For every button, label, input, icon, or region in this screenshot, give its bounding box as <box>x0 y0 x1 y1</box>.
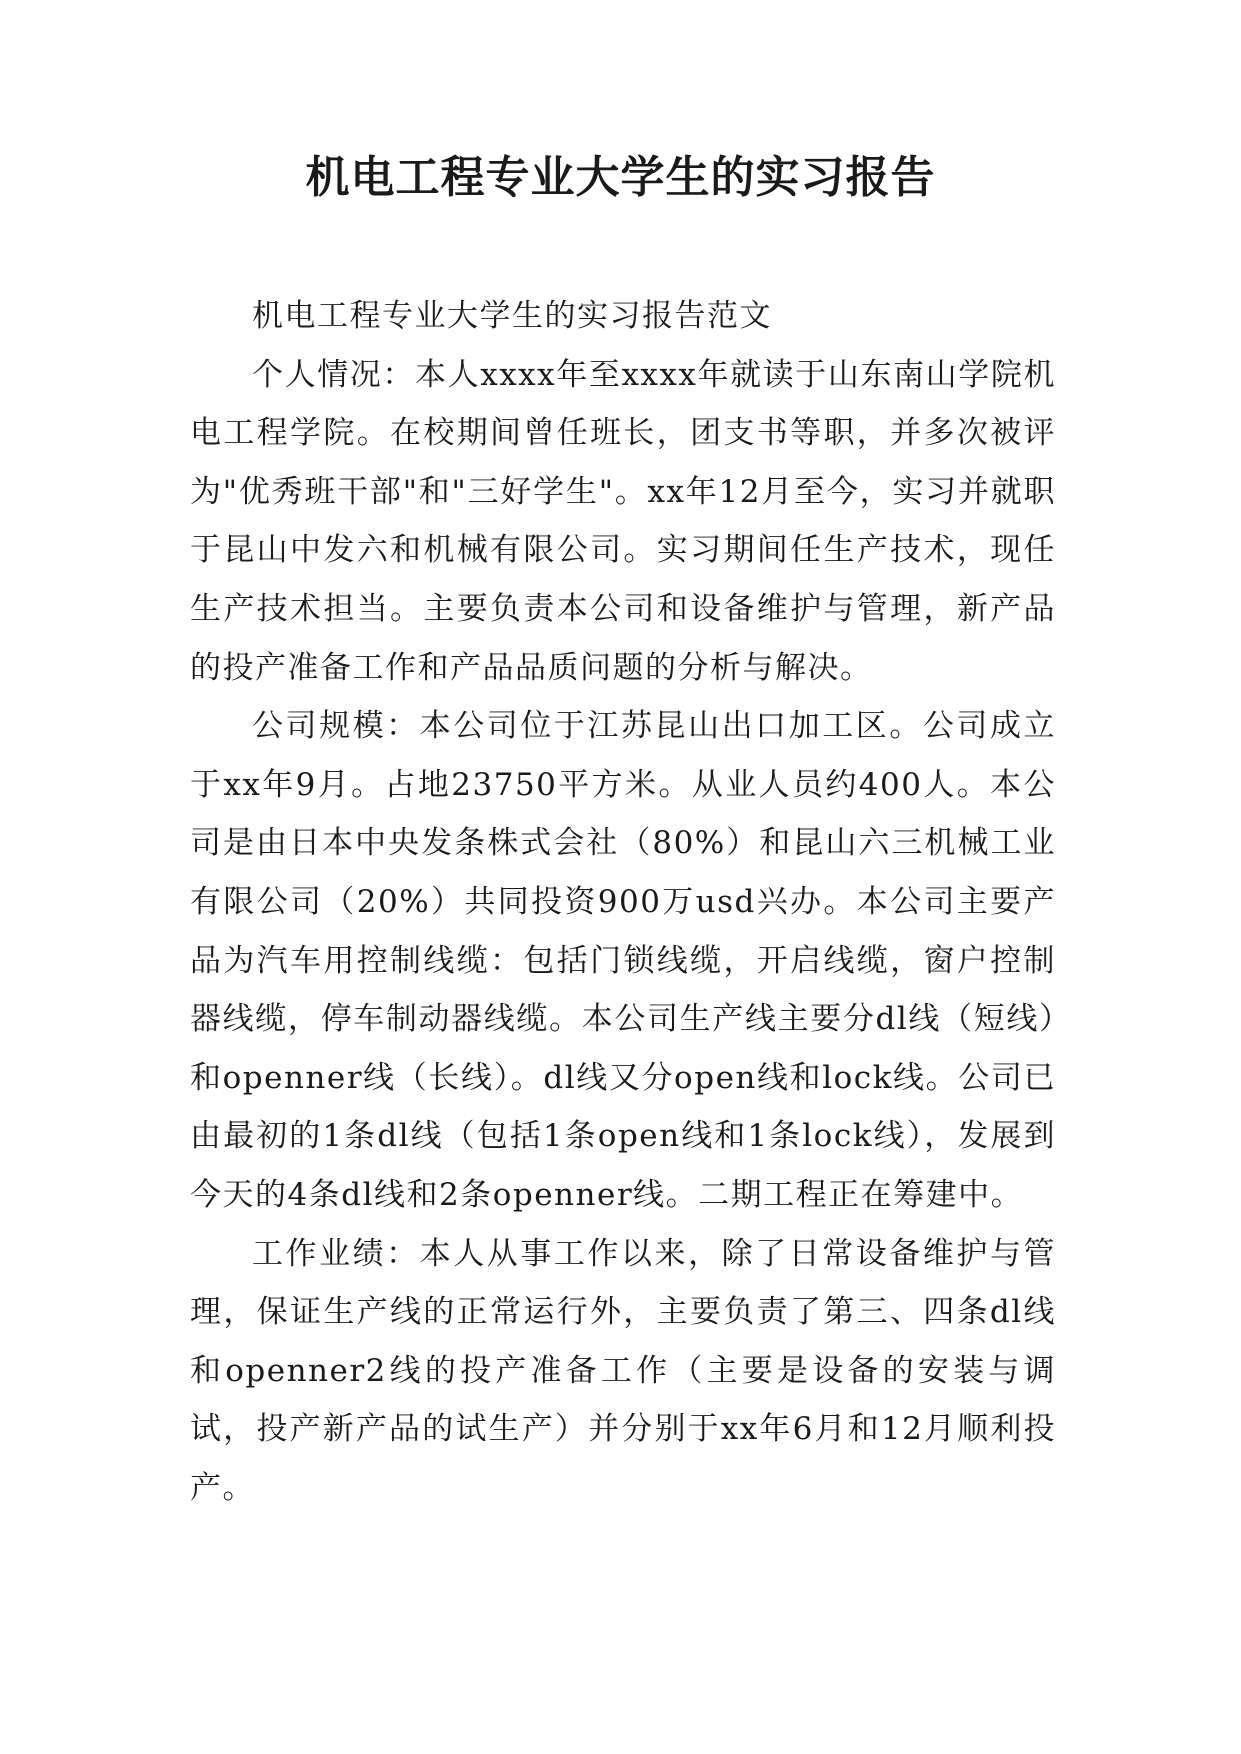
paragraph-personal-info: 个人情况：本人xxxx年至xxxx年就读于山东南山学院机电工程学院。在校期间曾任班长，团支书等职，并多次被评为"优秀班干部"和"三好学生"。xx年12月至今，实习并就职于昆山中发六和机械有限公司。实习期间任生产技术，现任生产技术担当。主要负责本公司和设备维护与管理，新产品的投产准备工作和产品品质问题的分析与解决。 <box>190 356 1056 686</box>
paragraph-company-scale: 公司规模：本公司位于江苏昆山出口加工区。公司成立于xx年9月。占地23750平方米。从业人员约400人。本公司是由日本中央发条株式会社（80%）和昆山六三机械工业有限公司（20%）共同投资900万usd兴办。本公司主要产品为汽车用控制线缆：包括门锁线缆，开启线缆，窗户控制器线缆，停车制动器线缆。本公司生产线主要分dl线（短线）和openner线（长线）。dl线又分open线和lock线。公司已由最初的1条dl线（包括1条open线和1条lock线），发展到今天的4条dl线和2条openner线。二期工程正在筹建中。 <box>190 708 1056 1213</box>
document-body <box>190 287 1056 1517</box>
document-title: 机电工程专业大学生的实习报告 <box>305 152 936 203</box>
paragraph-subtitle: 机电工程专业大学生的实习报告范文 <box>252 298 772 334</box>
paragraph-work-achievements: 工作业绩：本人从事工作以来，除了日常设备维护与管理，保证生产线的正常运行外，主要负责了第三、四条dl线和openner2线的投产准备工作（主要是设备的安装与调试，投产新产品的试生产）并分别于xx年6月和12月顺利投产。 <box>190 1235 1056 1506</box>
